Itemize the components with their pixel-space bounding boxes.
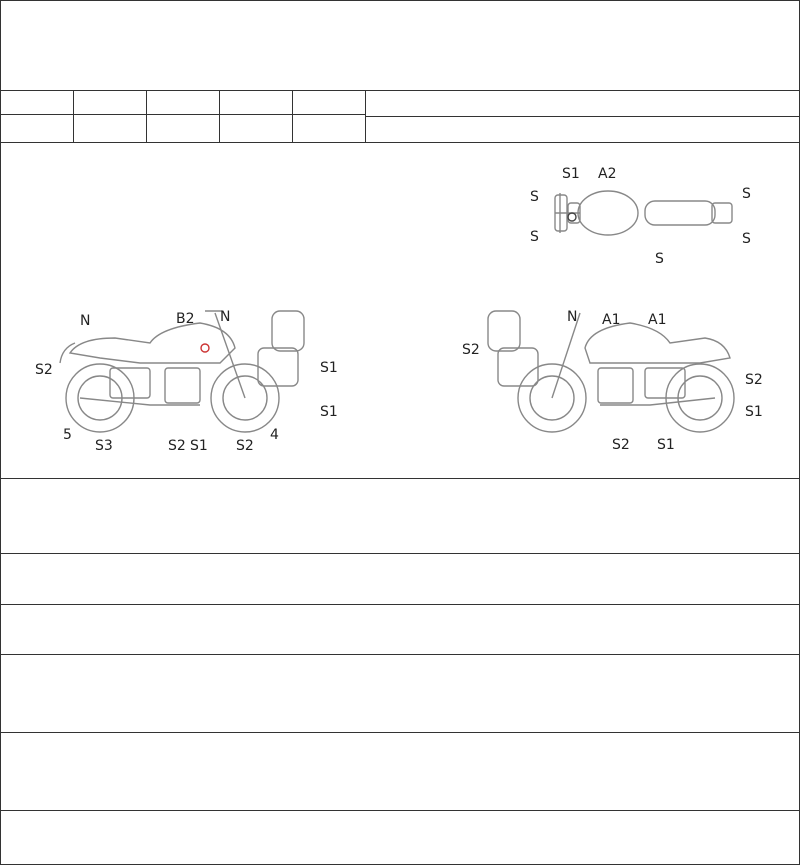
label-right-n: N xyxy=(567,309,578,325)
section-divider-2 xyxy=(0,604,800,605)
label-left-s1a: S1 xyxy=(320,360,338,376)
label-right-a1a: A1 xyxy=(602,312,621,328)
label-left-s3: S3 xyxy=(95,438,113,454)
motorcycle-diagram xyxy=(0,143,800,478)
label-right-s2b: S2 xyxy=(745,372,763,388)
label-left-s2a: S2 xyxy=(35,362,53,378)
left-view-bike xyxy=(60,311,304,432)
label-left-4: 4 xyxy=(270,427,279,443)
grade-col-2 xyxy=(146,90,147,142)
label-top-s1: S1 xyxy=(562,166,580,182)
label-left-5: 5 xyxy=(63,427,72,443)
grade-col-3 xyxy=(219,90,220,142)
grade-col-1 xyxy=(73,90,74,142)
label-top-a2: A2 xyxy=(598,166,617,182)
label-left-s2c: S2 xyxy=(236,438,254,454)
label-right-s1b: S1 xyxy=(657,437,675,453)
label-right-a1b: A1 xyxy=(648,312,667,328)
label-left-n2: N xyxy=(220,309,231,325)
grade-mid-line-left xyxy=(0,114,365,115)
label-left-n1: N xyxy=(80,313,91,329)
diagram-bottom-line xyxy=(0,478,800,479)
label-right-s2a: S2 xyxy=(462,342,480,358)
label-top-s-left2: S xyxy=(530,229,539,245)
border-top xyxy=(0,0,800,1)
section-divider-4 xyxy=(0,732,800,733)
right-view-bike xyxy=(488,311,734,432)
label-top-s-right1: S xyxy=(742,186,751,202)
grade-top-line xyxy=(0,90,800,91)
label-top-s-right2: S xyxy=(742,231,751,247)
section-divider-1 xyxy=(0,553,800,554)
grade-col-4 xyxy=(292,90,293,142)
section-divider-3 xyxy=(0,654,800,655)
section-divider-5 xyxy=(0,810,800,811)
grade-mid-line-right xyxy=(365,116,800,117)
label-right-s1a: S1 xyxy=(745,404,763,420)
top-view-bike xyxy=(555,191,732,235)
label-right-s2c: S2 xyxy=(612,437,630,453)
label-left-b2: B2 xyxy=(176,311,195,327)
grade-col-5 xyxy=(365,90,366,142)
label-left-s1b: S1 xyxy=(320,404,338,420)
label-top-s-bottom: S xyxy=(655,251,664,267)
label-left-s1c: S1 xyxy=(190,438,208,454)
label-left-s2b: S2 xyxy=(168,438,186,454)
label-top-s-left1: S xyxy=(530,189,539,205)
